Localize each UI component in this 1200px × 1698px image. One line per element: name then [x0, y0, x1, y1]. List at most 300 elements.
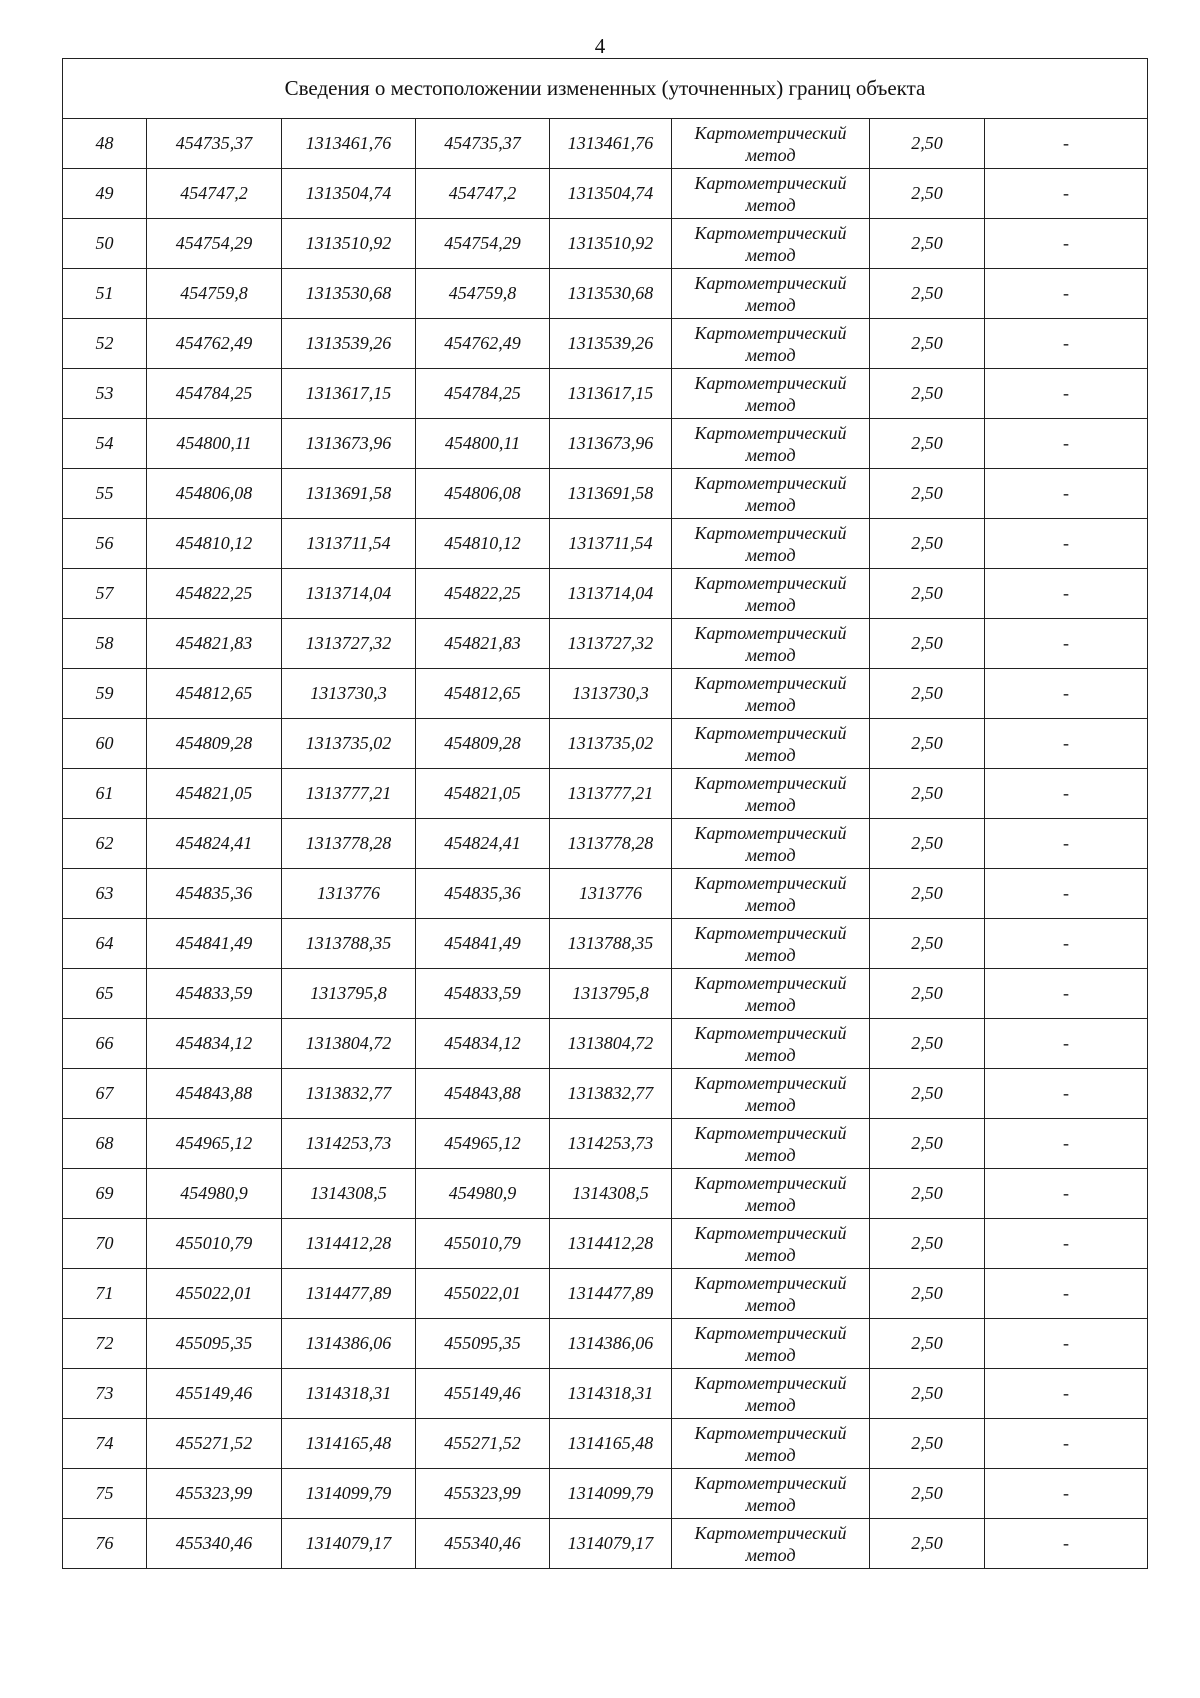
method-text: Картометрический [694, 922, 847, 943]
existing-y-cell: 1313617,15 [282, 369, 416, 419]
accuracy-cell: 2,50 [870, 1169, 985, 1219]
method-text: Картометрический [694, 472, 847, 493]
accuracy-cell: 2,50 [870, 1469, 985, 1519]
description-cell: - [985, 869, 1148, 919]
existing-y-cell: 1313788,35 [282, 919, 416, 969]
method-text: Картометрический [694, 1422, 847, 1443]
point-number-cell: 73 [63, 1369, 147, 1419]
refined-y-cell: 1313777,21 [550, 769, 672, 819]
refined-x-cell: 455149,46 [416, 1369, 550, 1419]
refined-x-cell: 454822,25 [416, 569, 550, 619]
accuracy-cell: 2,50 [870, 469, 985, 519]
accuracy-cell: 2,50 [870, 219, 985, 269]
method-cell [672, 1069, 870, 1119]
description-cell: - [985, 1069, 1148, 1119]
point-number-cell: 64 [63, 919, 147, 969]
table-row [63, 669, 1148, 719]
refined-y-cell: 1314412,28 [550, 1219, 672, 1269]
accuracy-cell: 2,50 [870, 519, 985, 569]
existing-y-cell: 1313461,76 [282, 119, 416, 169]
description-cell: - [985, 969, 1148, 1019]
refined-y-cell: 1313673,96 [550, 419, 672, 469]
existing-x-cell: 454821,83 [147, 619, 282, 669]
method-cell [672, 119, 870, 169]
existing-x-cell: 455095,35 [147, 1319, 282, 1369]
method-text: метод [745, 444, 796, 465]
accuracy-cell: 2,50 [870, 369, 985, 419]
method-cell [672, 1319, 870, 1369]
accuracy-cell: 2,50 [870, 569, 985, 619]
method-text: метод [745, 794, 796, 815]
existing-x-cell: 454812,65 [147, 669, 282, 719]
refined-x-cell: 454810,12 [416, 519, 550, 569]
existing-x-cell: 454809,28 [147, 719, 282, 769]
accuracy-cell: 2,50 [870, 769, 985, 819]
accuracy-cell: 2,50 [870, 969, 985, 1019]
existing-y-cell: 1314253,73 [282, 1119, 416, 1169]
point-number-cell: 48 [63, 119, 147, 169]
table-row [63, 819, 1148, 869]
method-cell [672, 1169, 870, 1219]
existing-x-cell: 454835,36 [147, 869, 282, 919]
point-number-cell: 72 [63, 1319, 147, 1369]
refined-y-cell: 1314318,31 [550, 1369, 672, 1419]
table-title-row [63, 59, 1148, 119]
table-row [63, 319, 1148, 369]
table-row [63, 1269, 1148, 1319]
table-row [63, 719, 1148, 769]
accuracy-cell: 2,50 [870, 1519, 985, 1569]
method-text: метод [745, 894, 796, 915]
description-cell: - [985, 169, 1148, 219]
existing-x-cell: 455271,52 [147, 1419, 282, 1469]
point-number-cell: 74 [63, 1419, 147, 1469]
table-row [63, 1019, 1148, 1069]
refined-y-cell: 1313832,77 [550, 1069, 672, 1119]
point-number-cell: 56 [63, 519, 147, 569]
method-cell [672, 219, 870, 269]
method-text: метод [745, 644, 796, 665]
table-row [63, 269, 1148, 319]
refined-y-cell: 1313730,3 [550, 669, 672, 719]
table-row [63, 1169, 1148, 1219]
table-row [63, 219, 1148, 269]
existing-y-cell: 1313673,96 [282, 419, 416, 469]
method-text: метод [745, 994, 796, 1015]
method-text: метод [745, 1194, 796, 1215]
method-cell [672, 869, 870, 919]
refined-y-cell: 1314253,73 [550, 1119, 672, 1169]
method-cell [672, 1219, 870, 1269]
method-text: Картометрический [694, 1022, 847, 1043]
existing-y-cell: 1313776 [282, 869, 416, 919]
existing-x-cell: 455323,99 [147, 1469, 282, 1519]
refined-x-cell: 454835,36 [416, 869, 550, 919]
existing-y-cell: 1314308,5 [282, 1169, 416, 1219]
point-number-cell: 51 [63, 269, 147, 319]
refined-y-cell: 1313461,76 [550, 119, 672, 169]
existing-y-cell: 1314318,31 [282, 1369, 416, 1419]
point-number-cell: 69 [63, 1169, 147, 1219]
table-row [63, 919, 1148, 969]
description-cell: - [985, 469, 1148, 519]
existing-y-cell: 1313730,3 [282, 669, 416, 719]
existing-y-cell: 1313711,54 [282, 519, 416, 569]
refined-y-cell: 1313735,02 [550, 719, 672, 769]
description-cell: - [985, 1169, 1148, 1219]
method-text: метод [745, 1294, 796, 1315]
description-cell: - [985, 1519, 1148, 1569]
refined-y-cell: 1313714,04 [550, 569, 672, 619]
method-cell [672, 369, 870, 419]
method-text: метод [745, 294, 796, 315]
refined-y-cell: 1314477,89 [550, 1269, 672, 1319]
table-row [63, 619, 1148, 669]
description-cell: - [985, 769, 1148, 819]
accuracy-cell: 2,50 [870, 1269, 985, 1319]
existing-y-cell: 1313832,77 [282, 1069, 416, 1119]
method-text: метод [745, 144, 796, 165]
method-text: Картометрический [694, 372, 847, 393]
accuracy-cell: 2,50 [870, 1119, 985, 1169]
method-text: метод [745, 1044, 796, 1065]
method-cell [672, 269, 870, 319]
existing-x-cell: 454800,11 [147, 419, 282, 469]
method-cell [672, 1019, 870, 1069]
point-number-cell: 70 [63, 1219, 147, 1269]
method-cell [672, 319, 870, 369]
method-text: Картометрический [694, 1072, 847, 1093]
refined-x-cell: 454812,65 [416, 669, 550, 719]
method-cell [672, 1419, 870, 1469]
table-body [63, 59, 1148, 1569]
refined-x-cell: 455022,01 [416, 1269, 550, 1319]
refined-x-cell: 454965,12 [416, 1119, 550, 1169]
refined-x-cell: 454834,12 [416, 1019, 550, 1069]
existing-y-cell: 1313804,72 [282, 1019, 416, 1069]
point-number-cell: 75 [63, 1469, 147, 1519]
point-number-cell: 63 [63, 869, 147, 919]
existing-y-cell: 1313510,92 [282, 219, 416, 269]
existing-y-cell: 1314477,89 [282, 1269, 416, 1319]
refined-y-cell: 1313788,35 [550, 919, 672, 969]
existing-x-cell: 455010,79 [147, 1219, 282, 1269]
table-row [63, 519, 1148, 569]
refined-x-cell: 454784,25 [416, 369, 550, 419]
existing-x-cell: 454810,12 [147, 519, 282, 569]
refined-y-cell: 1313776 [550, 869, 672, 919]
method-text: метод [745, 744, 796, 765]
method-text: метод [745, 594, 796, 615]
method-cell [672, 1269, 870, 1319]
boundary-coordinates-table [62, 58, 1148, 1569]
method-text: метод [745, 1144, 796, 1165]
existing-x-cell: 455149,46 [147, 1369, 282, 1419]
existing-x-cell: 454822,25 [147, 569, 282, 619]
existing-y-cell: 1313530,68 [282, 269, 416, 319]
description-cell: - [985, 119, 1148, 169]
method-text: метод [745, 1244, 796, 1265]
existing-x-cell: 454833,59 [147, 969, 282, 1019]
method-cell [672, 719, 870, 769]
refined-x-cell: 454762,49 [416, 319, 550, 369]
existing-y-cell: 1313795,8 [282, 969, 416, 1019]
point-number-cell: 52 [63, 319, 147, 369]
table-row [63, 369, 1148, 419]
point-number-cell: 58 [63, 619, 147, 669]
existing-y-cell: 1313691,58 [282, 469, 416, 519]
method-cell [672, 1519, 870, 1569]
existing-x-cell: 454806,08 [147, 469, 282, 519]
description-cell: - [985, 619, 1148, 669]
refined-y-cell: 1314386,06 [550, 1319, 672, 1369]
description-cell: - [985, 269, 1148, 319]
existing-y-cell: 1313777,21 [282, 769, 416, 819]
point-number-cell: 65 [63, 969, 147, 1019]
refined-x-cell: 454843,88 [416, 1069, 550, 1119]
accuracy-cell: 2,50 [870, 1419, 985, 1469]
accuracy-cell: 2,50 [870, 669, 985, 719]
table-row [63, 1069, 1148, 1119]
method-text: метод [745, 394, 796, 415]
method-text: Картометрический [694, 872, 847, 893]
existing-x-cell: 455340,46 [147, 1519, 282, 1569]
existing-y-cell: 1314386,06 [282, 1319, 416, 1369]
description-cell: - [985, 369, 1148, 419]
method-cell [672, 619, 870, 669]
method-text: метод [745, 694, 796, 715]
refined-x-cell: 454841,49 [416, 919, 550, 969]
method-text: метод [745, 844, 796, 865]
description-cell: - [985, 819, 1148, 869]
accuracy-cell: 2,50 [870, 1019, 985, 1069]
method-cell [672, 1469, 870, 1519]
method-cell [672, 919, 870, 969]
existing-y-cell: 1313735,02 [282, 719, 416, 769]
existing-y-cell: 1313504,74 [282, 169, 416, 219]
refined-x-cell: 455271,52 [416, 1419, 550, 1469]
method-text: метод [745, 1344, 796, 1365]
existing-x-cell: 454821,05 [147, 769, 282, 819]
method-cell [672, 469, 870, 519]
point-number-cell: 66 [63, 1019, 147, 1069]
refined-x-cell: 454735,37 [416, 119, 550, 169]
existing-y-cell: 1313778,28 [282, 819, 416, 869]
existing-x-cell: 454762,49 [147, 319, 282, 369]
refined-y-cell: 1313510,92 [550, 219, 672, 269]
accuracy-cell: 2,50 [870, 119, 985, 169]
method-text: Картометрический [694, 772, 847, 793]
accuracy-cell: 2,50 [870, 919, 985, 969]
description-cell: - [985, 1019, 1148, 1069]
accuracy-cell: 2,50 [870, 1319, 985, 1369]
refined-x-cell: 454747,2 [416, 169, 550, 219]
point-number-cell: 53 [63, 369, 147, 419]
description-cell: - [985, 1119, 1148, 1169]
method-text: Картометрический [694, 172, 847, 193]
accuracy-cell: 2,50 [870, 419, 985, 469]
method-text: Картометрический [694, 1472, 847, 1493]
description-cell: - [985, 719, 1148, 769]
point-number-cell: 54 [63, 419, 147, 469]
method-cell [672, 669, 870, 719]
method-text: метод [745, 1494, 796, 1515]
refined-x-cell: 454800,11 [416, 419, 550, 469]
point-number-cell: 55 [63, 469, 147, 519]
method-text: метод [745, 944, 796, 965]
method-text: метод [745, 1544, 796, 1565]
refined-y-cell: 1313804,72 [550, 1019, 672, 1069]
description-cell: - [985, 669, 1148, 719]
refined-y-cell: 1313795,8 [550, 969, 672, 1019]
refined-x-cell: 454833,59 [416, 969, 550, 1019]
existing-y-cell: 1314079,17 [282, 1519, 416, 1569]
refined-x-cell: 454754,29 [416, 219, 550, 269]
refined-x-cell: 455323,99 [416, 1469, 550, 1519]
method-text: Картометрический [694, 222, 847, 243]
existing-x-cell: 454841,49 [147, 919, 282, 969]
existing-x-cell: 454980,9 [147, 1169, 282, 1219]
description-cell: - [985, 1319, 1148, 1369]
description-cell: - [985, 1219, 1148, 1269]
method-text: метод [745, 244, 796, 265]
method-cell [672, 1119, 870, 1169]
point-number-cell: 76 [63, 1519, 147, 1569]
point-number-cell: 68 [63, 1119, 147, 1169]
description-cell: - [985, 569, 1148, 619]
accuracy-cell: 2,50 [870, 1069, 985, 1119]
refined-x-cell: 455095,35 [416, 1319, 550, 1369]
refined-x-cell: 454806,08 [416, 469, 550, 519]
table-row [63, 969, 1148, 1019]
description-cell: - [985, 519, 1148, 569]
existing-x-cell: 454747,2 [147, 169, 282, 219]
method-text: метод [745, 544, 796, 565]
accuracy-cell: 2,50 [870, 719, 985, 769]
description-cell: - [985, 319, 1148, 369]
accuracy-cell: 2,50 [870, 1369, 985, 1419]
table-row [63, 769, 1148, 819]
method-text: Картометрический [694, 1272, 847, 1293]
method-text: метод [745, 344, 796, 365]
description-cell: - [985, 919, 1148, 969]
method-cell [672, 969, 870, 1019]
table-row [63, 119, 1148, 169]
accuracy-cell: 2,50 [870, 319, 985, 369]
table-row [63, 869, 1148, 919]
refined-y-cell: 1313691,58 [550, 469, 672, 519]
accuracy-cell: 2,50 [870, 169, 985, 219]
table-row [63, 1119, 1148, 1169]
accuracy-cell: 2,50 [870, 869, 985, 919]
refined-y-cell: 1313778,28 [550, 819, 672, 869]
refined-y-cell: 1314165,48 [550, 1419, 672, 1469]
method-text: Картометрический [694, 1122, 847, 1143]
table-row [63, 469, 1148, 519]
refined-y-cell: 1313711,54 [550, 519, 672, 569]
method-text: Картометрический [694, 272, 847, 293]
method-text: Картометрический [694, 1522, 847, 1543]
existing-x-cell: 454759,8 [147, 269, 282, 319]
table-title: Сведения о местоположении измененных (уточненных) границ объекта [63, 59, 1148, 119]
existing-y-cell: 1313539,26 [282, 319, 416, 369]
refined-y-cell: 1314308,5 [550, 1169, 672, 1219]
existing-y-cell: 1313714,04 [282, 569, 416, 619]
refined-x-cell: 454809,28 [416, 719, 550, 769]
table-row [63, 1319, 1148, 1369]
existing-x-cell: 454834,12 [147, 1019, 282, 1069]
description-cell: - [985, 1419, 1148, 1469]
method-cell [672, 519, 870, 569]
method-cell [672, 569, 870, 619]
description-cell: - [985, 419, 1148, 469]
refined-y-cell: 1314099,79 [550, 1469, 672, 1519]
existing-y-cell: 1314165,48 [282, 1419, 416, 1469]
table-row [63, 1419, 1148, 1469]
existing-x-cell: 454754,29 [147, 219, 282, 269]
point-number-cell: 62 [63, 819, 147, 869]
table-row [63, 419, 1148, 469]
method-text: Картометрический [694, 1222, 847, 1243]
page-number: 4 [594, 34, 606, 58]
existing-x-cell: 454735,37 [147, 119, 282, 169]
table-row [63, 1369, 1148, 1419]
accuracy-cell: 2,50 [870, 1219, 985, 1269]
refined-x-cell: 454824,41 [416, 819, 550, 869]
method-text: Картометрический [694, 822, 847, 843]
method-text: Картометрический [694, 1172, 847, 1193]
method-text: Картометрический [694, 422, 847, 443]
existing-x-cell: 454843,88 [147, 1069, 282, 1119]
point-number-cell: 57 [63, 569, 147, 619]
description-cell: - [985, 1369, 1148, 1419]
refined-x-cell: 454821,05 [416, 769, 550, 819]
refined-x-cell: 454759,8 [416, 269, 550, 319]
method-text: Картометрический [694, 322, 847, 343]
refined-y-cell: 1313539,26 [550, 319, 672, 369]
accuracy-cell: 2,50 [870, 269, 985, 319]
accuracy-cell: 2,50 [870, 819, 985, 869]
refined-x-cell: 455010,79 [416, 1219, 550, 1269]
method-cell [672, 169, 870, 219]
method-text: Картометрический [694, 722, 847, 743]
method-text: Картометрический [694, 522, 847, 543]
method-text: метод [745, 494, 796, 515]
refined-x-cell: 454821,83 [416, 619, 550, 669]
existing-y-cell: 1314412,28 [282, 1219, 416, 1269]
refined-y-cell: 1314079,17 [550, 1519, 672, 1569]
method-cell [672, 769, 870, 819]
point-number-cell: 49 [63, 169, 147, 219]
description-cell: - [985, 1269, 1148, 1319]
method-text: метод [745, 194, 796, 215]
method-cell [672, 1369, 870, 1419]
description-cell: - [985, 219, 1148, 269]
existing-y-cell: 1314099,79 [282, 1469, 416, 1519]
refined-y-cell: 1313504,74 [550, 169, 672, 219]
point-number-cell: 50 [63, 219, 147, 269]
method-text: метод [745, 1094, 796, 1115]
refined-y-cell: 1313617,15 [550, 369, 672, 419]
method-text: Картометрический [694, 622, 847, 643]
existing-x-cell: 454784,25 [147, 369, 282, 419]
refined-y-cell: 1313530,68 [550, 269, 672, 319]
method-text: Картометрический [694, 972, 847, 993]
method-text: метод [745, 1444, 796, 1465]
refined-x-cell: 454980,9 [416, 1169, 550, 1219]
table-row [63, 1519, 1148, 1569]
refined-y-cell: 1313727,32 [550, 619, 672, 669]
